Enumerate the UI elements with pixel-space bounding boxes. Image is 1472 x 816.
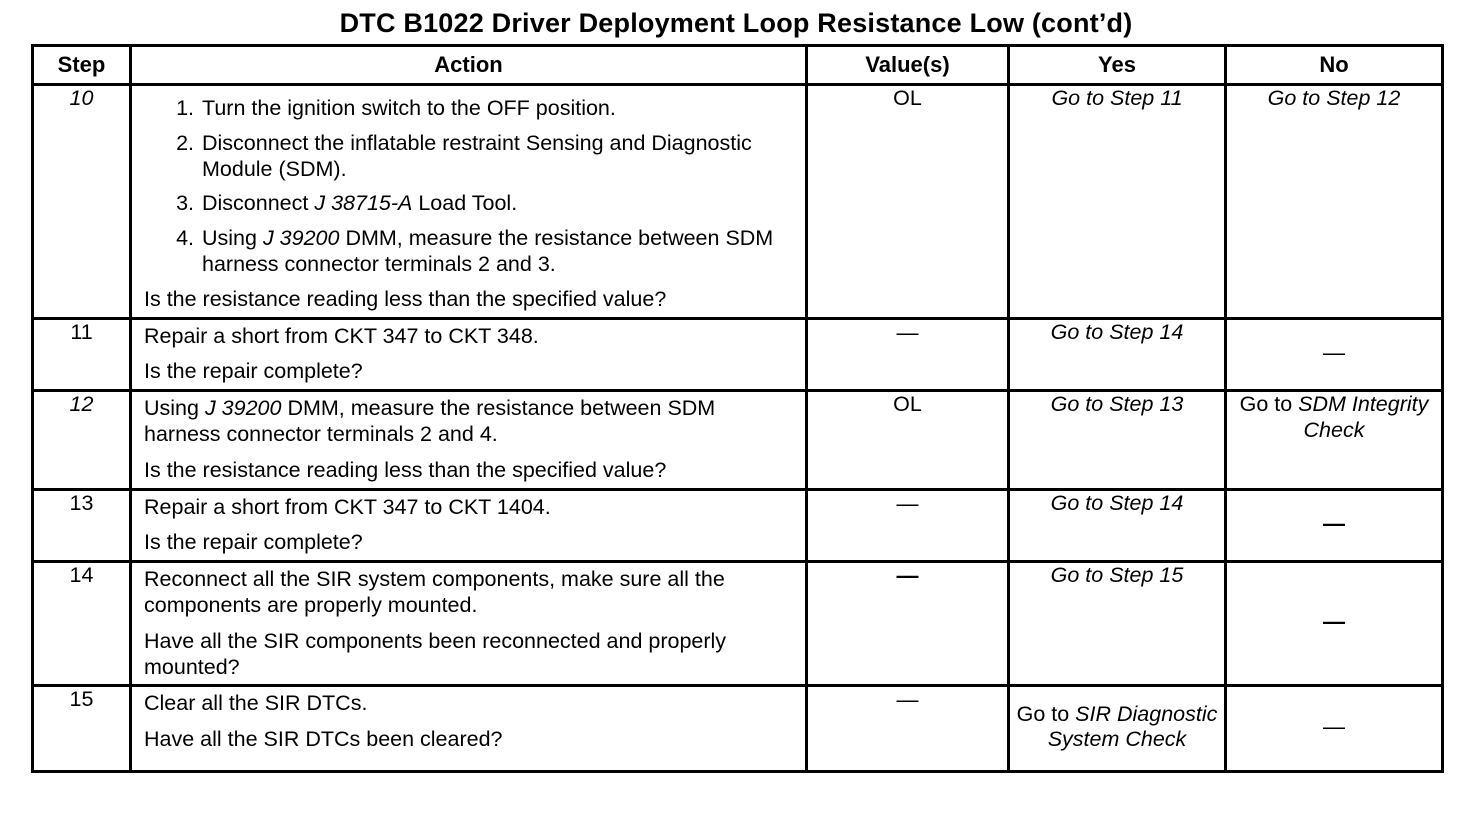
no-cell: — [1226, 318, 1443, 391]
action-text: Using J 39200 DMM, measure the resistance between SDM harness connector terminals 2 and 4. [144, 396, 716, 446]
action-text: Repair a short from CKT 347 to CKT 1404. [144, 494, 551, 519]
list-item: 2. Disconnect the inflatable restraint Sensing and Diagnostic Module (SDM). [176, 130, 752, 181]
action-text: Repair a short from CKT 347 to CKT 348. [144, 323, 539, 348]
value-cell: — [807, 686, 1009, 772]
page-title: DTC B1022 Driver Deployment Loop Resistance Low (cont’d) [339, 8, 1133, 38]
action-steps-list [144, 96, 795, 278]
header-no: No [1226, 46, 1443, 85]
action-question: Is the resistance reading less than the specified value? [144, 286, 667, 311]
action-cell [131, 85, 807, 319]
yes-cell: Go to SIR Diagnostic System Check [1009, 686, 1226, 772]
no-cell: — [1226, 562, 1443, 686]
link-reference: SDM Integrity Check [1298, 392, 1429, 442]
value-cell: OL [807, 85, 1009, 319]
header-yes: Yes [1009, 46, 1226, 85]
action-cell [131, 391, 807, 489]
action-question: Have all the SIR DTCs been cleared? [144, 727, 503, 752]
value-cell: — [807, 318, 1009, 391]
table-header-row [33, 46, 1443, 85]
table-row [33, 686, 1443, 772]
step-number: 10 [33, 85, 131, 319]
no-cell: — [1226, 686, 1443, 772]
action-cell [131, 318, 807, 391]
step-number: 14 [33, 562, 131, 686]
table-row [33, 318, 1443, 391]
action-text: Clear all the SIR DTCs. [144, 691, 368, 716]
action-cell [131, 562, 807, 686]
action-question: Is the repair complete? [144, 359, 363, 384]
action-text: Reconnect all the SIR system components, make sure all the components are properly mounted. [144, 567, 725, 617]
value-cell: — [807, 489, 1009, 562]
no-cell: Go to SDM Integrity Check [1226, 391, 1443, 489]
table-row [33, 562, 1443, 686]
yes-cell: Go to Step 15 [1009, 562, 1226, 686]
list-item: 1. Turn the ignition switch to the OFF position. [176, 96, 616, 120]
diagnostic-table [31, 44, 1444, 773]
yes-cell: Go to Step 14 [1009, 318, 1226, 391]
value-cell: OL [807, 391, 1009, 489]
yes-cell: Go to Step 13 [1009, 391, 1226, 489]
action-question: Is the resistance reading less than the specified value? [144, 457, 667, 482]
table-row [33, 391, 1443, 489]
list-item: 4. Using J 39200 DMM, measure the resistance between SDM harness connector terminals 2 and 3. [176, 226, 774, 276]
yes-cell: Go to Step 14 [1009, 489, 1226, 562]
action-cell [131, 686, 807, 772]
action-question: Have all the SIR components been reconnected and properly mounted? [144, 628, 727, 679]
step-number: 15 [33, 686, 131, 772]
list-item: 3. Disconnect J 38715-A Load Tool. [176, 191, 518, 216]
step-number: 11 [33, 318, 131, 391]
table-row [33, 85, 1443, 319]
no-cell: — [1226, 489, 1443, 562]
tool-reference: J 39200 [204, 396, 282, 421]
action-cell [131, 489, 807, 562]
step-number: 13 [33, 489, 131, 562]
table-row [33, 489, 1443, 562]
link-reference: SIR Diagnostic System Check [1047, 701, 1218, 752]
header-step: Step [33, 46, 131, 85]
step-number: 12 [33, 391, 131, 489]
action-question: Is the repair complete? [144, 530, 363, 555]
header-values: Value(s) [807, 46, 1009, 85]
value-cell: — [807, 562, 1009, 686]
tool-reference: J 39200 [262, 226, 340, 251]
no-cell: Go to Step 12 [1226, 85, 1443, 319]
tool-reference: J 38715-A [314, 191, 413, 216]
yes-cell: Go to Step 11 [1009, 85, 1226, 319]
header-action: Action [131, 46, 807, 85]
